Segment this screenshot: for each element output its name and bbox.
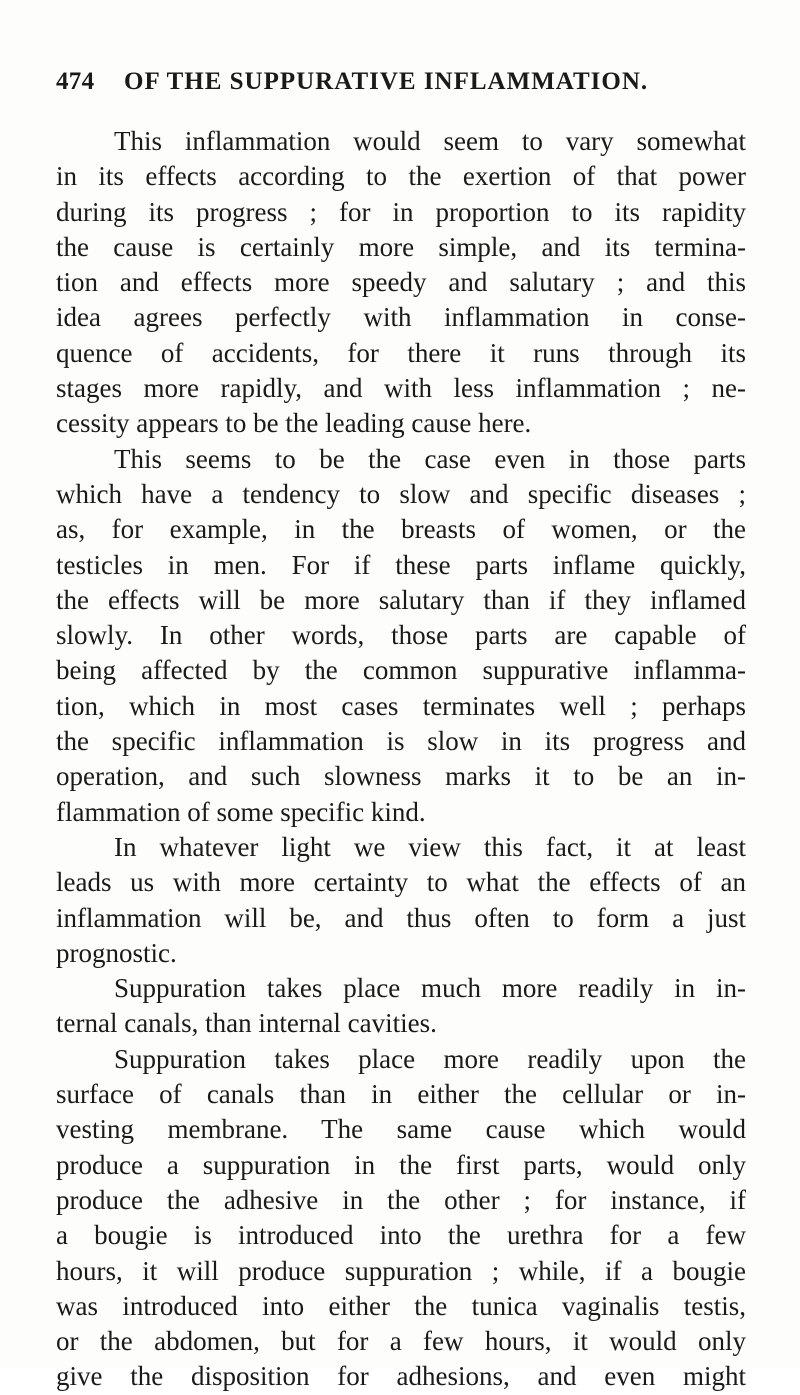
text-line: the specific inflammation is slow in its progress and bbox=[56, 726, 746, 757]
text-line: produce the adhesive in the other ; for instance, if bbox=[56, 1184, 746, 1215]
text-line: slowly. In other words, those parts are capable of bbox=[56, 620, 746, 651]
running-title: OF THE SUPPURATIVE INFLAMMATION. bbox=[124, 68, 649, 95]
text-line: tion, which in most cases terminates well ; perhaps bbox=[56, 690, 746, 721]
text-line: This inflammation would seem to vary somewhat bbox=[114, 126, 746, 156]
text-line: surface of canals than in either the cellular or in- bbox=[56, 1079, 746, 1110]
text-line: which have a tendency to slow and specific diseases ; bbox=[56, 478, 746, 509]
text-line: or the abdomen, but for a few hours, it would only bbox=[56, 1326, 746, 1357]
text-line: inflammation will be, and thus often to form a just bbox=[56, 902, 746, 933]
text-line: tion and effects more speedy and salutary ; and this bbox=[56, 267, 746, 298]
text-line: idea agrees perfectly with inflammation in conse- bbox=[56, 302, 746, 333]
text-line: cessity appears to be the leading cause here. bbox=[56, 408, 532, 439]
text-line: was introduced into either the tunica vaginalis testis, bbox=[56, 1290, 746, 1321]
text-line: as, for example, in the breasts of women, or the bbox=[56, 514, 746, 545]
text-line: vesting membrane. The same cause which would bbox=[56, 1114, 746, 1145]
text-line: quence of accidents, for there it runs through its bbox=[56, 337, 746, 368]
text-line: during its progress ; for in proportion to its rapidity bbox=[56, 196, 746, 227]
text-line: being affected by the common suppurative inflamma- bbox=[56, 655, 746, 686]
text-line: prognostic. bbox=[56, 937, 177, 968]
text-line: hours, it will produce suppuration ; while, if a bougie bbox=[56, 1255, 746, 1286]
text-line: ternal canals, than internal cavities. bbox=[56, 1008, 437, 1039]
text-line: Suppuration takes place more readily upon the bbox=[114, 1043, 746, 1074]
text-line: leads us with more certainty to what the effects of an bbox=[56, 867, 746, 898]
text-line: the cause is certainly more simple, and its termina- bbox=[56, 231, 746, 262]
page-number: 474 bbox=[56, 68, 95, 95]
text-line: testicles in men. For if these parts inflame quickly, bbox=[56, 549, 746, 580]
text-line: Suppuration takes place much more readily in in- bbox=[114, 973, 746, 1004]
text-line: the effects will be more salutary than if they inflamed bbox=[56, 584, 746, 615]
text-line: stages more rapidly, and with less inflammation ; ne- bbox=[56, 373, 746, 404]
text-line: This seems to be the case even in those parts bbox=[114, 443, 746, 474]
text-line: produce a suppuration in the first parts, would only bbox=[56, 1149, 746, 1180]
text-line: give the disposition for adhesions, and even might bbox=[56, 1361, 746, 1392]
running-head bbox=[56, 68, 760, 104]
text-line: In whatever light we view this fact, it at least bbox=[114, 831, 746, 862]
body-text bbox=[56, 124, 746, 1395]
text-line: flammation of some specific kind. bbox=[56, 796, 426, 827]
text-line: operation, and such slowness marks it to be an in- bbox=[56, 761, 746, 792]
text-line: in its effects according to the exertion of that power bbox=[56, 161, 746, 192]
text-line: a bougie is introduced into the urethra for a few bbox=[56, 1220, 746, 1251]
